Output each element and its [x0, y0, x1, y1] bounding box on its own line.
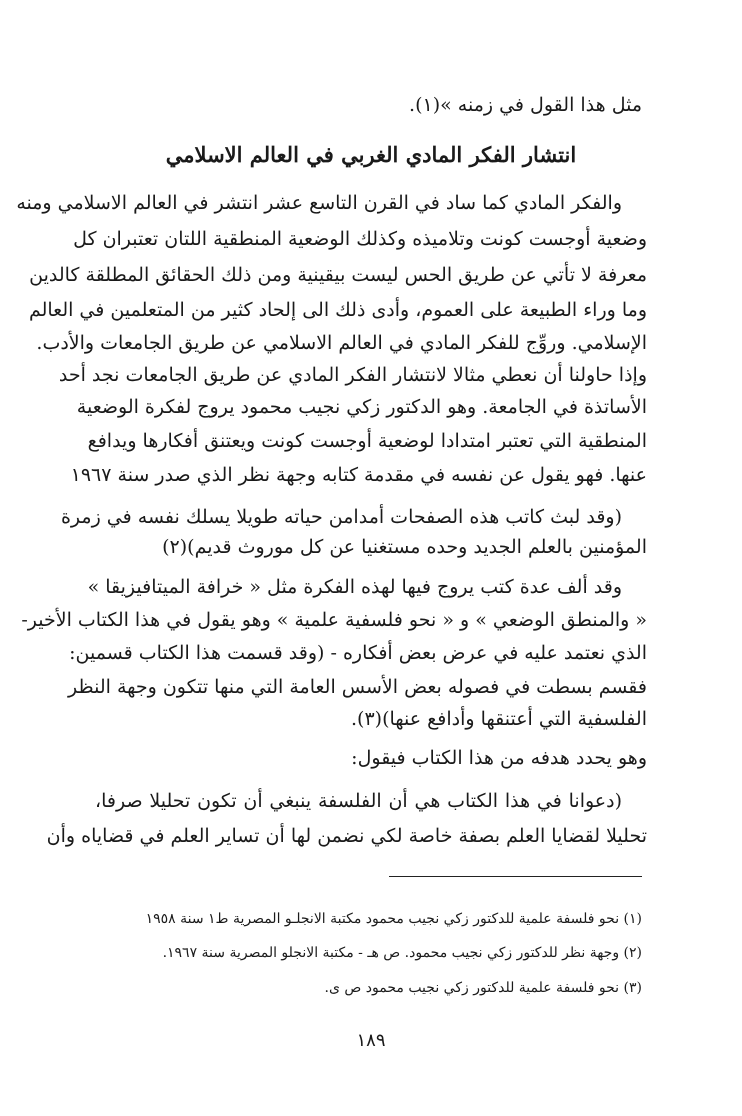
body-line-10: (وقد لبث كاتب هذه الصفحات أمدامن حياته طويلا يسلك نفسه في زمرة — [60, 506, 622, 528]
opening-line: مثل هذا القول في زمنه »(١). — [409, 94, 642, 116]
page-number: ١٨٩ — [356, 1030, 386, 1051]
footnote-3: (٣) نحو فلسفة علمية للدكتور زكي نجيب محمود ص ى. — [324, 980, 642, 996]
body-line-4: وما وراء الطبيعة على العموم، وأدى ذلك الى إلحاد كثير من المتعلمين في العالم — [28, 299, 647, 321]
footnote-2: (٢) وجهة نظر للدكتور زكي نجيب محمود. ص هـ - مكتبة الانجلو المصرية سنة ١٩٦٧. — [162, 945, 642, 961]
body-line-16: الفلسفية التي أعتنقها وأدافع عنها)(٣). — [351, 708, 647, 730]
body-line-6: وإذا حاولنا أن نعطي مثالا لانتشار الفكر المادي عن طريق الجامعات نجد أحد — [58, 364, 647, 386]
body-line-11: المؤمنين بالعلم الجديد وحده مستغنيا عن كل موروث قديم)(٢) — [162, 536, 647, 558]
section-heading: انتشار الفكر المادي الغربي في العالم الاسلامي — [165, 142, 577, 167]
body-line-2: وضعية أوجست كونت وتلاميذه وكذلك الوضعية المنطقية اللتان تعتبران كل — [73, 228, 647, 250]
body-line-3: معرفة لا تأتي عن طريق الحس ليست بيقينية ومن ذلك الحقائق المطلقة كالدين — [29, 264, 647, 286]
body-line-15: فقسم بسطت في فصوله بعض الأسس العامة التي منها تتكون وجهة النظر — [68, 676, 647, 698]
body-line-1: والفكر المادي كما ساد في القرن التاسع عشر انتشر في العالم الاسلامي ومنه — [16, 192, 622, 214]
body-line-14: الذي نعتمد عليه في عرض بعض أفكاره - (وقد قسمت هذا الكتاب قسمين: — [69, 642, 647, 664]
body-line-5: الإسلامي. وروِّج للفكر المادي في العالم الاسلامي عن طريق الجامعات والأدب. — [36, 332, 647, 354]
body-line-8: المنطقية التي تعتبر امتدادا لوضعية أوجست كونت ويعتنق أفكارها ويدافع — [87, 430, 647, 452]
footnote-divider — [389, 876, 642, 877]
body-line-12: وقد ألف عدة كتب يروج فيها لهذه الفكرة مثل « خرافة الميتافيزيقا » — [87, 576, 622, 598]
body-line-7: الأساتذة في الجامعة. وهو الدكتور زكي نجيب محمود يروج لفكرة الوضعية — [76, 396, 647, 418]
body-line-19: تحليلا لقضايا العلم بصفة خاصة لكي نضمن لها أن تساير العلم في قضاياه وأن — [46, 825, 647, 847]
body-line-9: عنها. فهو يقول عن نفسه في مقدمة كتابه وجهة نظر الذي صدر سنة ١٩٦٧ — [70, 464, 647, 486]
body-line-13: « والمنطق الوضعي » و « نحو فلسفية علمية » وهو يقول في هذا الكتاب الأخير- — [21, 609, 647, 631]
body-line-18: (دعوانا في هذا الكتاب هي أن الفلسفة ينبغي أن تكون تحليلا صرفا، — [95, 790, 622, 812]
footnote-1: (١) نحو فلسفة علمية للدكتور زكي نجيب محمود مكتبة الانجلـو المصرية ط١ سنة ١٩٥٨ — [145, 911, 642, 927]
body-line-17: وهو يحدد هدفه من هذا الكتاب فيقول: — [351, 747, 647, 769]
